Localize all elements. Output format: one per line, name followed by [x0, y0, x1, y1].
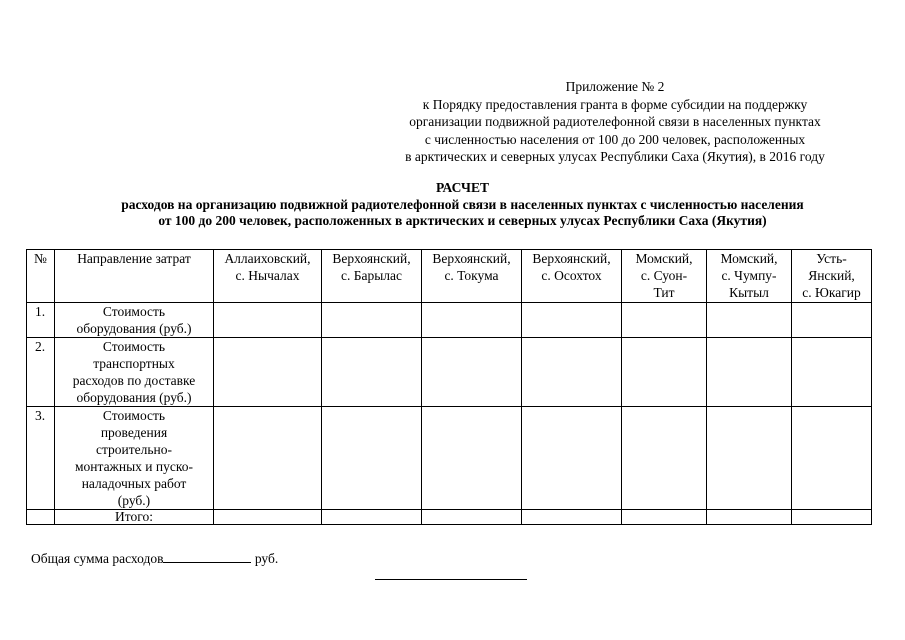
table-cell[interactable]: [792, 510, 872, 525]
table-cell[interactable]: [522, 407, 622, 510]
total-sum-blank[interactable]: [163, 551, 251, 563]
col-header-location: Усть- Янский, с. Юкагир: [792, 250, 872, 303]
col-header-location: Момский, с. Суон- Тит: [622, 250, 707, 303]
row-number: 2.: [27, 338, 55, 407]
table-cell[interactable]: [622, 510, 707, 525]
table-cell[interactable]: [322, 407, 422, 510]
appendix-block: [330, 78, 900, 166]
row-label: Стоимость транспортных расходов по доставке оборудования (руб.): [55, 338, 214, 407]
table-cell[interactable]: [214, 338, 322, 407]
table-cell[interactable]: [707, 303, 792, 338]
table-cell[interactable]: [322, 338, 422, 407]
table-cell[interactable]: [422, 338, 522, 407]
table-cell[interactable]: [214, 510, 322, 525]
table-cell[interactable]: [522, 338, 622, 407]
table-cell[interactable]: [422, 303, 522, 338]
total-sum-unit: руб.: [251, 551, 279, 566]
table-row: [27, 338, 872, 407]
total-label: Итого:: [55, 510, 214, 525]
table-cell[interactable]: [322, 303, 422, 338]
document-title: [10, 180, 905, 230]
appendix-line: Приложение № 2: [565, 79, 665, 94]
appendix-line: организации подвижной радиотелефонной связи в населенных пунктах: [409, 114, 821, 129]
table-cell[interactable]: [792, 407, 872, 510]
expense-table: [26, 249, 872, 525]
row-label: Стоимость проведения строительно- монтажных и пуско- наладочных работ (руб.): [55, 407, 214, 510]
table-cell[interactable]: [792, 338, 872, 407]
col-header-direction: Направление затрат: [55, 250, 214, 303]
table-cell[interactable]: [214, 407, 322, 510]
col-header-location: Верхоянский, с. Токума: [422, 250, 522, 303]
appendix-line: в арктических и северных улусах Республики Саха (Якутия), в 2016 году: [405, 149, 825, 164]
table-cell[interactable]: [422, 510, 522, 525]
col-header-location: Аллаиховский, с. Нычалах: [214, 250, 322, 303]
table-cell[interactable]: [422, 407, 522, 510]
table-total-row: [27, 510, 872, 525]
table-row: [27, 407, 872, 510]
table-cell: [27, 510, 55, 525]
table-cell[interactable]: [214, 303, 322, 338]
table-cell[interactable]: [622, 407, 707, 510]
table-cell[interactable]: [522, 303, 622, 338]
signature-line: [375, 579, 527, 580]
total-sum-line: [31, 551, 278, 567]
table-cell[interactable]: [322, 510, 422, 525]
table-cell[interactable]: [707, 407, 792, 510]
appendix-line: с численностью населения от 100 до 200 человек, расположенных: [424, 131, 806, 147]
total-sum-label: Общая сумма расходов: [31, 551, 164, 566]
table-cell[interactable]: [522, 510, 622, 525]
table-cell[interactable]: [707, 510, 792, 525]
title-line: от 100 до 200 человек, расположенных в арктических и северных улусах Республики Саха (Якутия): [158, 213, 767, 228]
row-number: 1.: [27, 303, 55, 338]
title-heading: РАСЧЕТ: [436, 180, 489, 195]
row-number: 3.: [27, 407, 55, 510]
title-line: расходов на организацию подвижной радиотелефонной связи в населенных пунктах с численностью населения: [121, 196, 804, 212]
col-header-location: Верхоянский, с. Осохтох: [522, 250, 622, 303]
col-header-number: №: [27, 250, 55, 303]
appendix-line: к Порядку предоставления гранта в форме субсидии на поддержку: [422, 96, 808, 112]
table-row: [27, 303, 872, 338]
table-cell[interactable]: [707, 338, 792, 407]
table-cell[interactable]: [622, 303, 707, 338]
col-header-location: Момский, с. Чумпу- Кытыл: [707, 250, 792, 303]
table-cell[interactable]: [622, 338, 707, 407]
table-header-row: [27, 250, 872, 303]
row-label: Стоимость оборудования (руб.): [55, 303, 214, 338]
table-cell[interactable]: [792, 303, 872, 338]
col-header-location: Верхоянский, с. Барылас: [322, 250, 422, 303]
